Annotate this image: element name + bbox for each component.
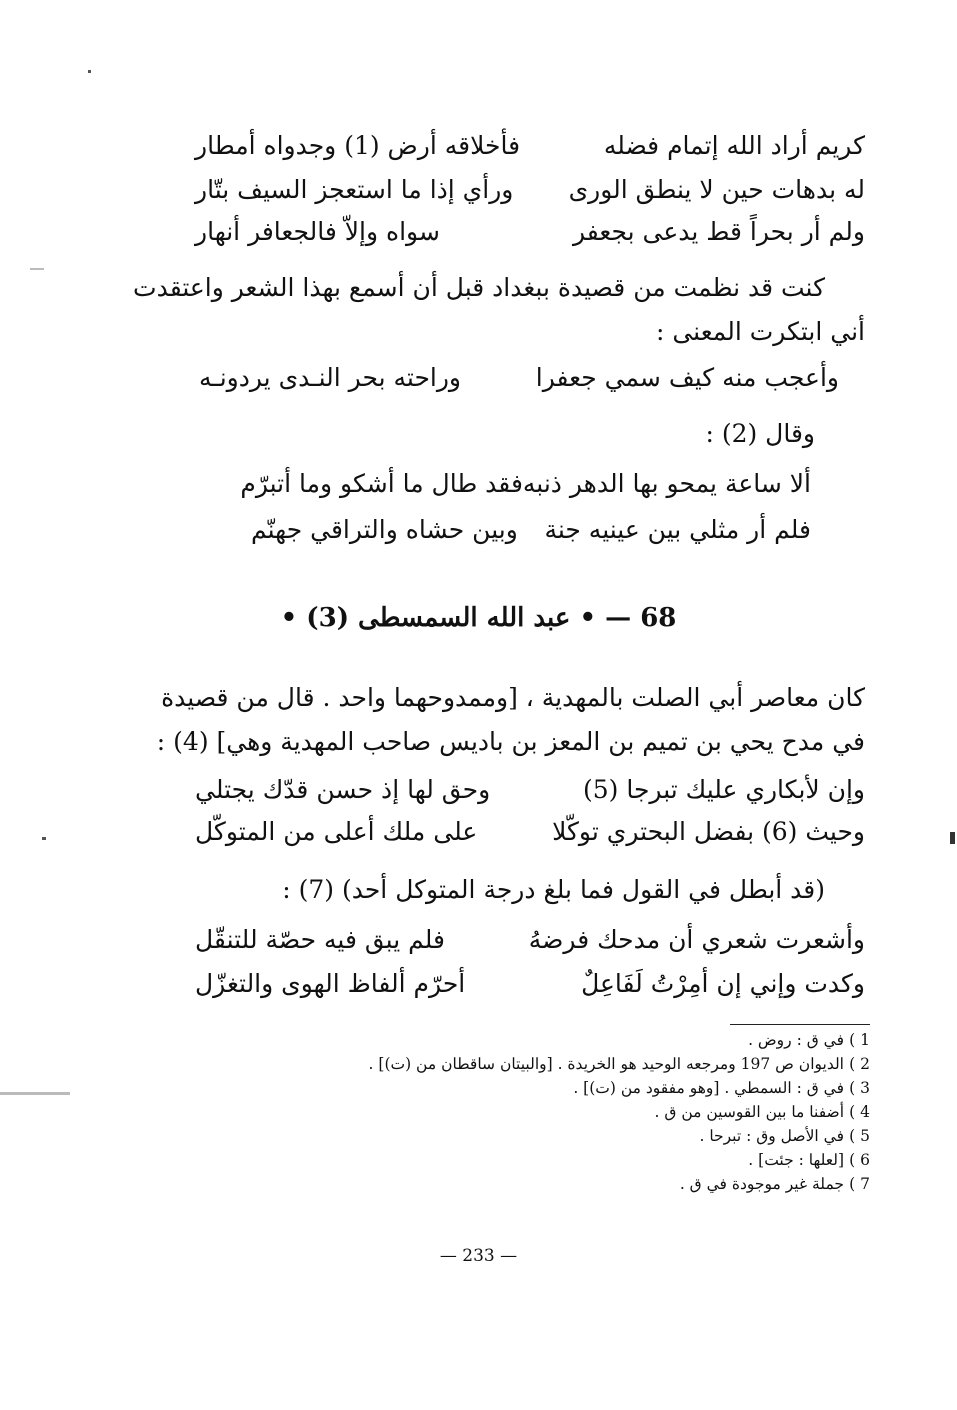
page-number: — 233 — — [439, 1246, 518, 1266]
verse-first-hemistich: ولم أر بحراً قط يدعى بجعفر — [572, 217, 865, 246]
footnote — [220, 1174, 870, 1195]
footnote-number: 1 ) — [849, 1031, 870, 1049]
footnote-number: 7 ) — [849, 1175, 870, 1193]
footnote-separator — [730, 1024, 870, 1025]
footnote-text: أضفنا ما بين القوسين من ق . — [654, 1103, 844, 1121]
footnote-text: جملة غير موجودة في ق . — [679, 1175, 844, 1193]
verse-first-hemistich: ألا ساعة يمحو بها الدهر ذنبه — [522, 469, 811, 498]
footnote-text: في الأصل وق : تبرحا . — [699, 1127, 844, 1145]
footnote-number: 2 ) — [849, 1055, 870, 1073]
footnote — [220, 1126, 870, 1147]
verse-second-hemistich: وراحته بحر النـدى يردونـه — [199, 363, 461, 392]
scan-speck — [30, 268, 44, 270]
verse-second-hemistich: فلم يبق فيه حصّة للتنقّل — [195, 925, 445, 954]
scan-speck — [42, 837, 46, 840]
verse-second-hemistich: فقد طال ما أشكو وما أتبرّم — [240, 469, 523, 498]
editor-remark: (قد أبطل في القول فما بلغ درجة المتوكل أحد) (7) : — [282, 875, 825, 904]
verse-line — [251, 508, 811, 552]
verse-second-hemistich: سواه وإلاّ فالجعافر أنهار — [195, 217, 440, 246]
verse-second-hemistich: أحرّم ألفاظ الهوى والتغزّل — [195, 969, 466, 998]
footnote — [220, 1054, 870, 1075]
prose-line: كنت قد نظمت من قصيدة ببغداد قبل أن أسمع بهذا الشعر واعتقدت — [133, 273, 825, 302]
scan-speck — [88, 70, 91, 73]
footnote — [220, 1102, 870, 1123]
section-heading: 68 — • عبد الله السمسطى (3) • — [280, 603, 677, 633]
verse-first-hemistich: كريم أراد الله إتمام فضله — [603, 131, 865, 160]
verse-second-hemistich: فأخلاقه أرض (1) وجدواه أمطار — [195, 131, 521, 160]
prose-line: كان معاصر أبي الصلت بالمهدية ، [وممدوحهما واحد . قال من قصيدة — [161, 683, 865, 712]
verse-line — [195, 810, 865, 854]
verse-second-hemistich: على ملك أعلى من المتوكّل — [195, 817, 478, 846]
verse-second-hemistich: ورأي إذا ما استعجز السيف بتّار — [195, 175, 514, 204]
verse-first-hemistich: وإن لأبكاري عليك تبرجا (5) — [582, 775, 865, 804]
verse-first-hemistich: وأشعرت شعري أن مدحك فرضهُ — [528, 925, 865, 954]
verse-first-hemistich: وكدت وإني إن أمِرْتُ لَفَاعِلٌ — [581, 969, 865, 998]
verse-second-hemistich: وبين حشاه والتراقي جهنّم — [251, 515, 518, 544]
speaker-intro: وقال (2) : — [705, 419, 815, 448]
footnote-text: في ق : السمطي . [وهو مفقود من (ت)] . — [573, 1079, 844, 1097]
verse-first-hemistich: وأعجب منه كيف سمي جعفرا — [535, 363, 839, 392]
prose-line: في مدح يحي بن تميم بن المعز بن باديس صاحب المهدية وهي] (4) : — [156, 727, 865, 756]
footnote-text: في ق : روض . — [748, 1031, 844, 1049]
verse-line — [199, 356, 839, 400]
footnote-number: 3 ) — [849, 1079, 870, 1097]
footnote — [220, 1150, 870, 1171]
footnote — [220, 1030, 870, 1051]
scan-speck — [0, 1092, 70, 1095]
scan-speck — [950, 832, 955, 844]
verse-line — [195, 962, 865, 1006]
verse-line — [195, 168, 865, 212]
footnote-number: 4 ) — [849, 1103, 870, 1121]
footnote-text: الديوان ص 197 ومرجعه الوحيد هو الخريدة . [والبيتان ساقطان من (ت)] . — [368, 1055, 844, 1073]
footnote-number: 6 ) — [849, 1151, 870, 1169]
verse-line — [195, 124, 865, 168]
verse-second-hemistich: وحق لها إذ حسن قدّك يجتلي — [195, 775, 491, 804]
verse-line — [195, 210, 865, 254]
prose-line: أني ابتكرت المعنى : — [655, 317, 865, 346]
verse-line — [195, 768, 865, 812]
footnote — [220, 1078, 870, 1099]
verse-first-hemistich: فلم أر مثلي بين عينيه جنة — [544, 515, 811, 544]
footnote-number: 5 ) — [849, 1127, 870, 1145]
verse-line — [195, 918, 865, 962]
verse-first-hemistich: له بدهات حين لا ينطق الورى — [568, 175, 865, 204]
verse-line — [240, 462, 811, 506]
verse-first-hemistich: وحيث (6) بفضل البحتري توكّلا — [552, 817, 865, 846]
footnote-text: [لعلها : جئت] . — [748, 1151, 844, 1169]
